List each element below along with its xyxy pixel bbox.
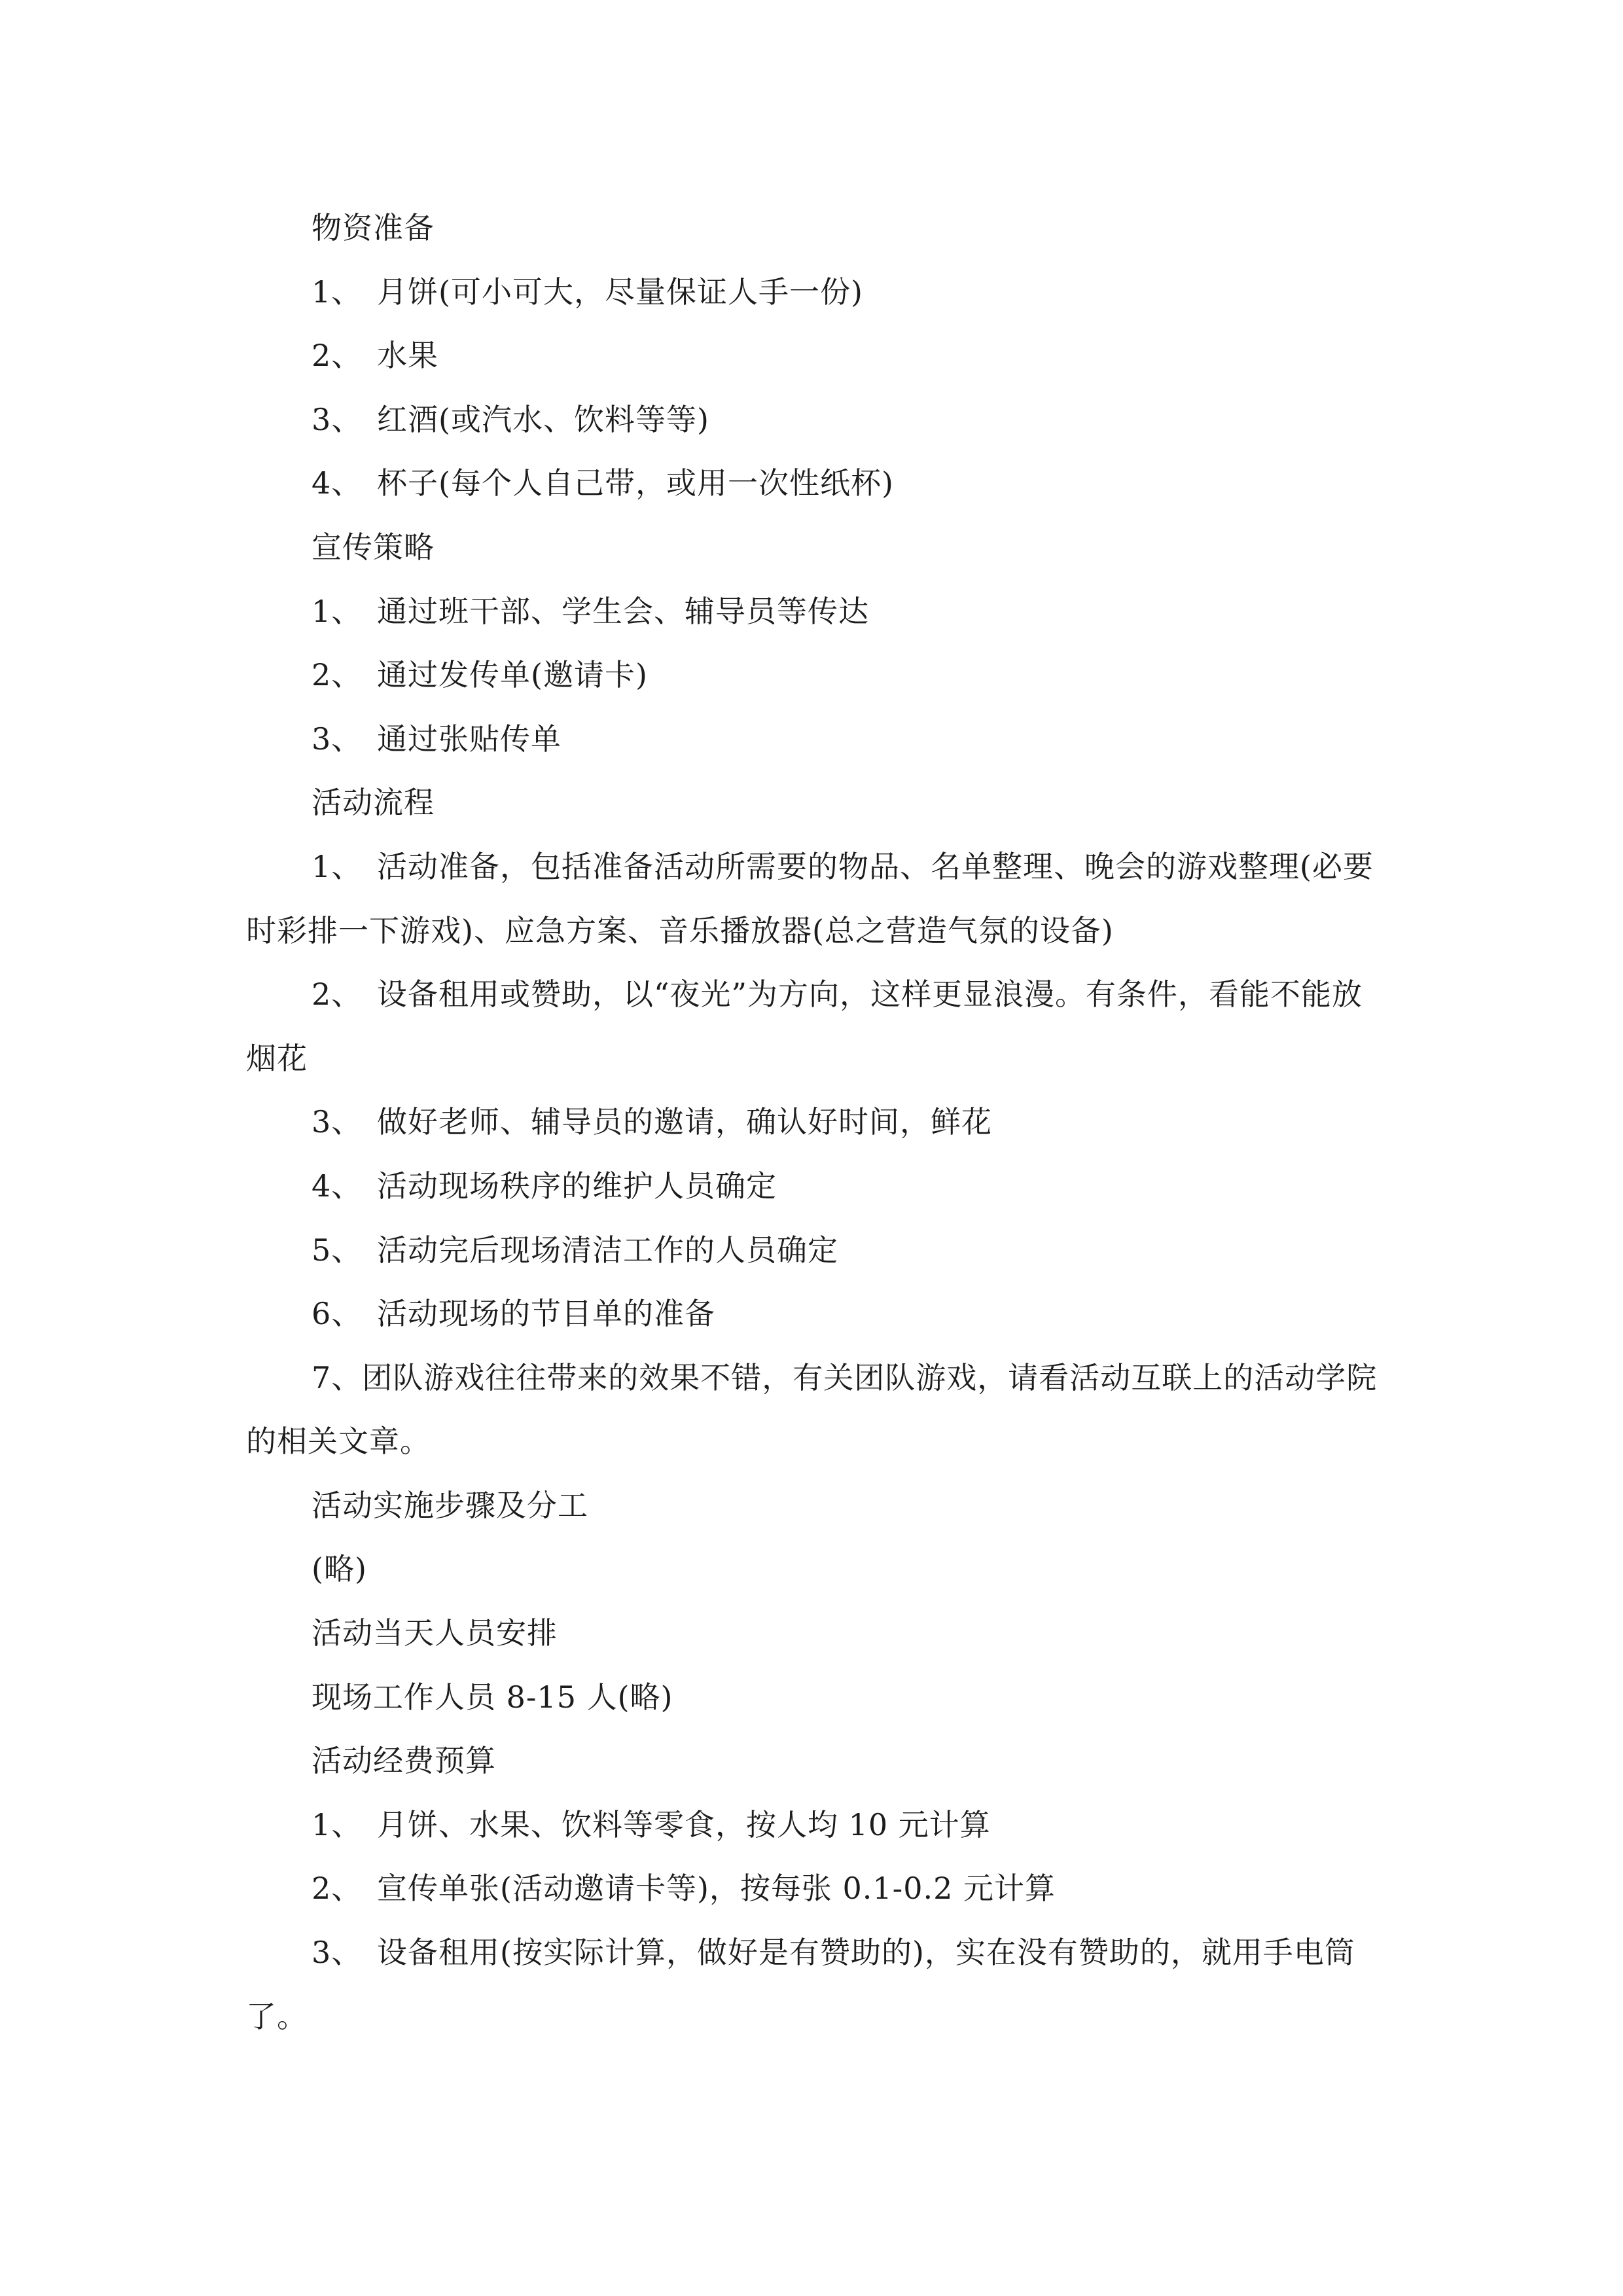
list-item [246, 1282, 1378, 1346]
list-item [246, 1219, 1378, 1283]
list-item-number: 1、 [312, 1806, 363, 1842]
list-item-text: 月饼(可小可大，尽量保证人手一份) [377, 274, 863, 310]
list-item [246, 963, 1378, 1090]
section-heading: 活动经费预算 [312, 1743, 496, 1779]
list-item-number: 4、 [312, 1168, 363, 1204]
section-heading: 活动实施步骤及分工 [312, 1487, 588, 1523]
list-item-text: 宣传单张(活动邀请卡等)，按每张 0.1-0.2 元计算 [377, 1871, 1056, 1907]
list-item-number: 4、 [312, 465, 363, 501]
paragraph: (略) [312, 1551, 367, 1587]
list-item [246, 324, 1378, 388]
paragraph: 现场工作人员 8-15 人(略) [312, 1679, 673, 1715]
list-item-number: 1、 [312, 848, 363, 884]
list-item-text: 红酒(或汽水、饮料等等) [377, 401, 709, 437]
list-item-number: 2、 [312, 657, 363, 693]
list-item-number: 3、 [312, 721, 363, 757]
list-item-number: 2、 [312, 338, 363, 374]
list-item [246, 1921, 1378, 2049]
document-body [246, 196, 1378, 2049]
list-item [246, 708, 1378, 772]
list-item-text: 通过班干部、学生会、辅导员等传达 [377, 593, 869, 629]
list-item-text: 月饼、水果、饮料等零食，按人均 10 元计算 [377, 1806, 991, 1842]
list-item-number: 5、 [312, 1232, 363, 1268]
list-item-text: 设备租用或赞助，以“夜光”为方向，这样更显浪漫。有条件，看能不能放烟花 [246, 977, 1363, 1076]
list-item [246, 452, 1378, 516]
list-item-text: 活动准备，包括准备活动所需要的物品、名单整理、晚会的游戏整理(必要时彩排一下游戏)、应急方案、音乐播放器(总之营造气氛的设备) [246, 848, 1374, 948]
list-item-number: 3、 [312, 1104, 363, 1140]
list-item-number: 6、 [312, 1296, 363, 1332]
list-item [246, 1857, 1378, 1921]
section-heading: 活动流程 [312, 785, 435, 821]
list-item [246, 580, 1378, 644]
list-item-text: 通过发传单(邀请卡) [377, 657, 648, 693]
list-item-text: 活动现场秩序的维护人员确定 [377, 1168, 777, 1204]
list-item-number: 1、 [312, 274, 363, 310]
list-item-text: 设备租用(按实际计算，做好是有赞助的)，实在没有赞助的，就用手电筒了。 [246, 1935, 1355, 2034]
section-heading: 宣传策略 [312, 529, 435, 565]
paragraph: 7、团队游戏往往带来的效果不错，有关团队游戏，请看活动互联上的活动学院的相关文章。 [246, 1359, 1378, 1460]
list-item-text: 水果 [377, 338, 438, 374]
list-item [246, 388, 1378, 452]
list-item-text: 通过张贴传单 [377, 721, 562, 757]
list-item-text: 做好老师、辅导员的邀请，确认好时间，鲜花 [377, 1104, 992, 1140]
list-item-number: 2、 [312, 977, 363, 1013]
section-heading: 物资准备 [312, 210, 435, 245]
list-item [246, 1793, 1378, 1857]
list-item-text: 杯子(每个人自己带，或用一次性纸杯) [377, 465, 894, 501]
list-item [246, 1155, 1378, 1219]
list-item-number: 2、 [312, 1871, 363, 1907]
list-item [246, 643, 1378, 708]
section-heading: 活动当天人员安排 [312, 1615, 558, 1651]
list-item-text: 活动现场的节目单的准备 [377, 1296, 715, 1332]
list-item [246, 260, 1378, 325]
list-item-number: 3、 [312, 1935, 363, 1971]
list-item-number: 1、 [312, 593, 363, 629]
list-item [246, 835, 1378, 963]
list-item-text: 活动完后现场清洁工作的人员确定 [377, 1232, 838, 1268]
list-item [246, 1090, 1378, 1155]
list-item-number: 3、 [312, 401, 363, 437]
